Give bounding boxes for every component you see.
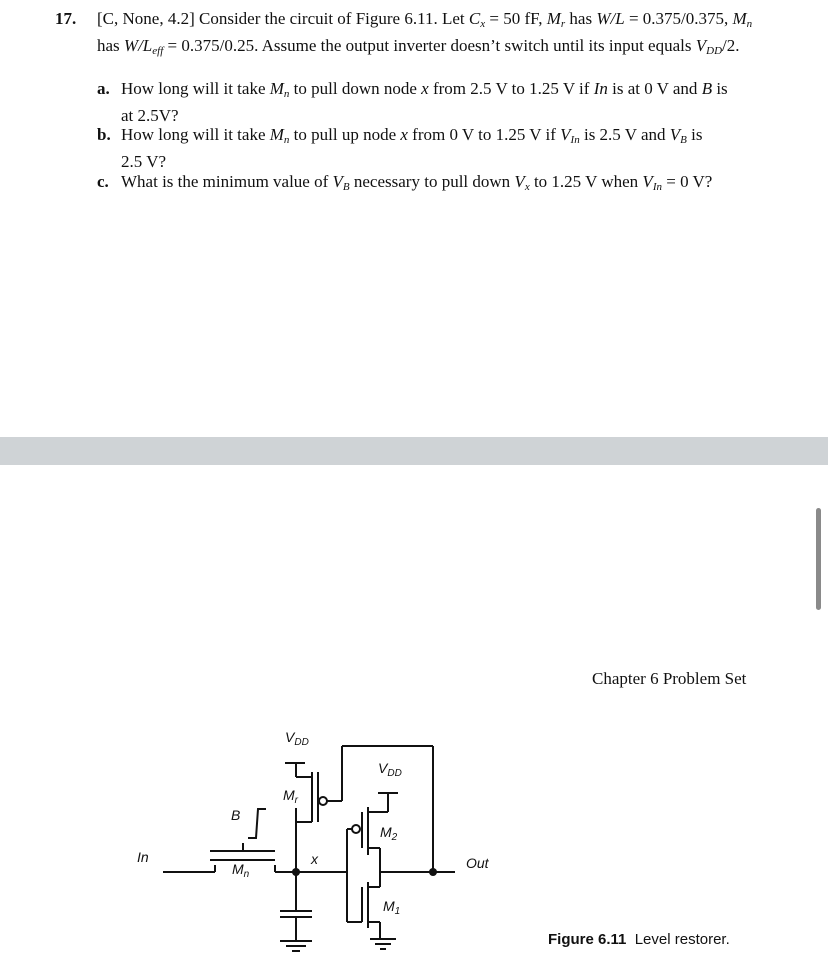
label-in: In <box>137 849 149 865</box>
page-divider <box>0 437 828 465</box>
node-x-dot <box>292 868 300 876</box>
problem-number: 17. <box>55 9 77 28</box>
figure-caption: Figure 6.11 Level restorer. <box>548 931 730 948</box>
chapter-header: Chapter 6 Problem Set <box>592 669 747 688</box>
label-mn: $M_n$ <box>232 861 250 880</box>
item-c: c. What is the minimum value of $V_B$ necessary to pull down $V_x$ to 1.25 V when $V_{In} = 0$ V? <box>97 172 713 193</box>
node-out-dot <box>429 868 437 876</box>
label-x: x <box>311 851 318 867</box>
item-a: a. How long will it take $M_n$ to pull down node x from 2.5 V to 1.25 V if In is at 0 V and B is at 2.5V? <box>97 79 728 125</box>
label-m2: $M_2$ <box>380 824 398 843</box>
label-m1: $M_1$ <box>383 898 401 917</box>
item-b: b. How long will it take $M_n$ to pull up node x from 0 V to 1.25 V if $V_{In}$ is 2.5 V and $V_B$ is 2.5 V? <box>97 125 703 171</box>
label-vdd-m2: $V_{DD}$ <box>378 760 402 779</box>
problem-17 <box>55 8 755 62</box>
scrollbar-thumb[interactable] <box>816 508 821 610</box>
level-restorer-circuit <box>0 715 560 960</box>
label-out: Out <box>466 855 489 871</box>
label-mr: $M_r$ <box>283 787 299 806</box>
label-b: B <box>231 807 241 823</box>
label-vdd-mr: $V_{DD}$ <box>285 729 309 748</box>
problem-stem: [C, None, 4.2] Consider the circuit of Figure 6.11. Let $C_x = 50$ fF, $M_r$ has W/L = 0.375/0.375, $M_n$ has $W/L_{eff} = 0.375/0.25$. Assume the output inverter doesn’t switch until its input equals $V_{DD}/2$. <box>97 9 753 57</box>
